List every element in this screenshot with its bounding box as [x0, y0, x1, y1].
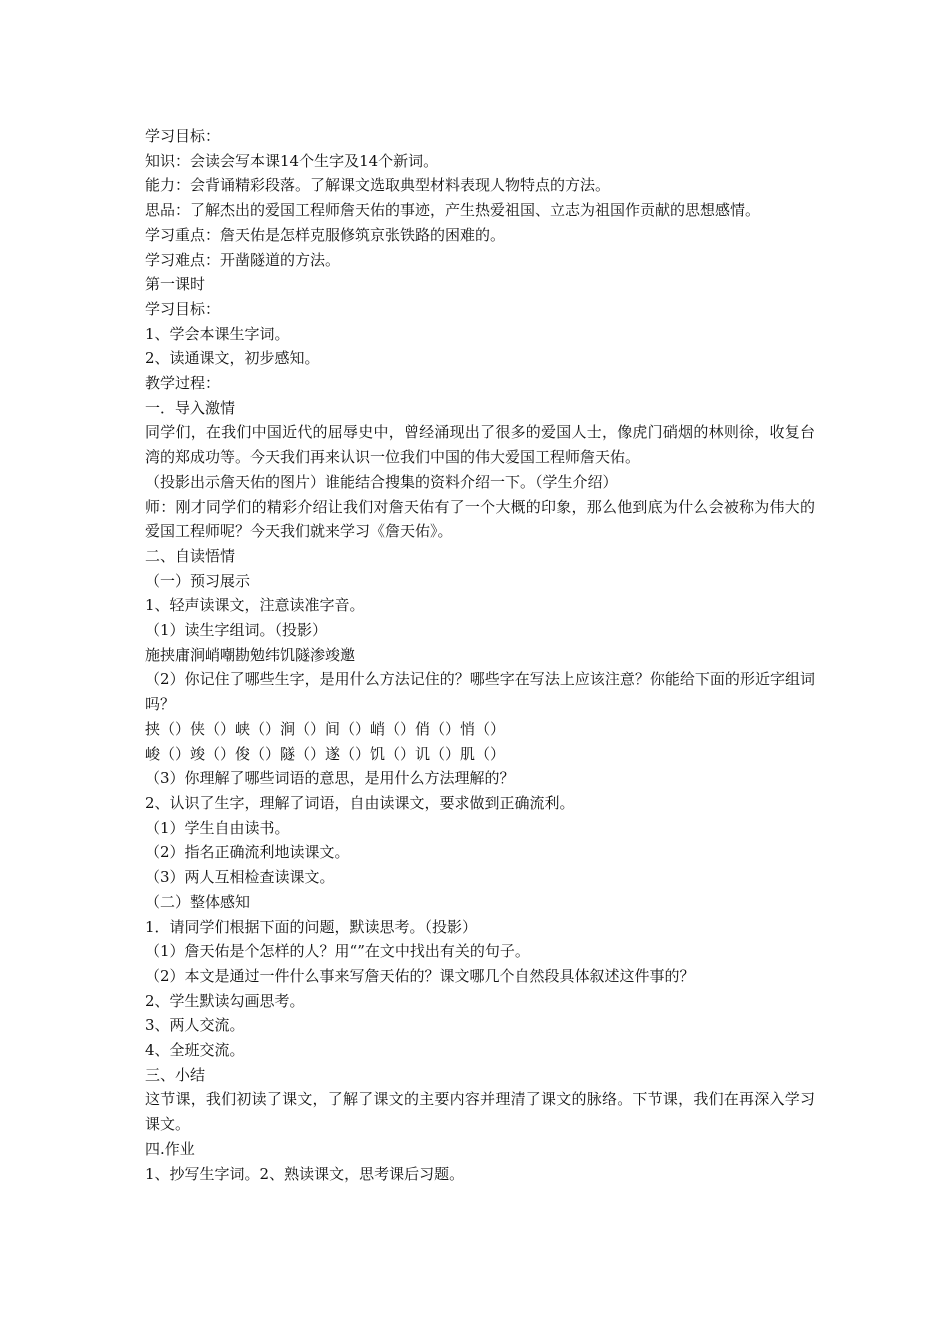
- subsection-heading: （二）整体感知: [145, 892, 251, 911]
- paragraph: （投影出示詹天佑的图片）谁能结合搜集的资料介绍一下。（学生介绍）: [145, 472, 618, 491]
- section-heading: 四.作业: [145, 1139, 195, 1158]
- section-heading: 二、自读悟情: [145, 546, 236, 565]
- list-item: 2、认识了生字，理解了词语，自由读课文，要求做到正确流利。: [145, 793, 575, 812]
- objective-ability: 能力：会背诵精彩段落。了解课文选取典型材料表现人物特点的方法。: [145, 176, 611, 195]
- document-body: [145, 124, 815, 1186]
- teaching-process-heading: 教学过程：: [145, 374, 221, 393]
- section-heading: 一．导入激情: [145, 398, 236, 417]
- list-item: 1、轻声读课文，注意读准字音。: [145, 596, 365, 615]
- lesson-objective-item: 2、读通课文，初步感知。: [145, 349, 320, 368]
- list-item: （3）你理解了哪些词语的意思，是用什么方法理解的？: [145, 769, 515, 788]
- lesson-objective-item: 1、学会本课生字词。: [145, 324, 290, 343]
- section-heading-objectives: 学习目标：: [145, 127, 221, 145]
- list-item: （2）指名正确流利地读课文。: [145, 843, 350, 862]
- difficult-point: 学习难点：开凿隧道的方法。: [145, 250, 341, 269]
- list-item: （2）你记住了哪些生字，是用什么方法记住的？哪些字在写法上应该注意？你能给下面的形近字组词吗？: [145, 670, 815, 714]
- objective-moral: 思品：了解杰出的爱国工程师詹天佑的事迹，产生热爱祖国、立志为祖国作贡献的思想感情。: [145, 201, 761, 220]
- list-item: （1）学生自由读书。: [145, 818, 290, 837]
- word-exercise-row: 峻（）竣（）俊（）隧（）遂（）饥（）讥（）肌（）: [145, 744, 506, 763]
- paragraph: 同学们，在我们中国近代的屈辱史中，曾经涌现出了很多的爱国人士，像虎门硝烟的林则徐，收复台湾的郑成功等。今天我们再来认识一位我们中国的伟大爱国工程师詹天佑。: [145, 423, 815, 467]
- subsection-heading: （一）预习展示: [145, 571, 251, 590]
- character-list: 施挟庸涧峭嘲勘勉纬饥隧渗竣邀: [145, 645, 356, 664]
- word-exercise-row: 挟（）侠（）峡（）涧（）间（）峭（）俏（）悄（）: [145, 719, 506, 738]
- lesson-heading: 第一课时: [145, 275, 206, 294]
- objective-knowledge: 知识：会读会写本课14个生字及14个新词。: [145, 151, 439, 170]
- list-item: 2、学生默读勾画思考。: [145, 991, 305, 1010]
- lesson-objectives-heading: 学习目标：: [145, 299, 221, 318]
- list-item: 1．请同学们根据下面的问题，默读思考。（投影）: [145, 917, 478, 936]
- key-point: 学习重点：詹天佑是怎样克服修筑京张铁路的困难的。: [145, 225, 506, 244]
- paragraph: 这节课，我们初读了课文，了解了课文的主要内容并理清了课文的脉络。下节课，我们在再深入学习课文。: [145, 1090, 815, 1134]
- list-item: （1）读生字组词。（投影）: [145, 621, 328, 640]
- list-item: （3）两人互相检查读课文。: [145, 868, 335, 887]
- homework-item: 1、抄写生字词。2、熟读课文，思考课后习题。: [145, 1164, 465, 1183]
- list-item: （1）詹天佑是个怎样的人？用“”在文中找出有关的句子。: [145, 942, 530, 961]
- list-item: （2）本文是通过一件什么事来写詹天佑的？课文哪几个自然段具体叙述这件事的？: [145, 966, 695, 985]
- paragraph: 师：刚才同学们的精彩介绍让我们对詹天佑有了一个大概的印象，那么他到底为什么会被称为伟大的爱国工程师呢？今天我们就来学习《詹天佑》。: [145, 497, 815, 541]
- list-item: 3、两人交流。: [145, 1016, 245, 1035]
- section-heading: 三、小结: [145, 1065, 206, 1084]
- list-item: 4、全班交流。: [145, 1041, 245, 1060]
